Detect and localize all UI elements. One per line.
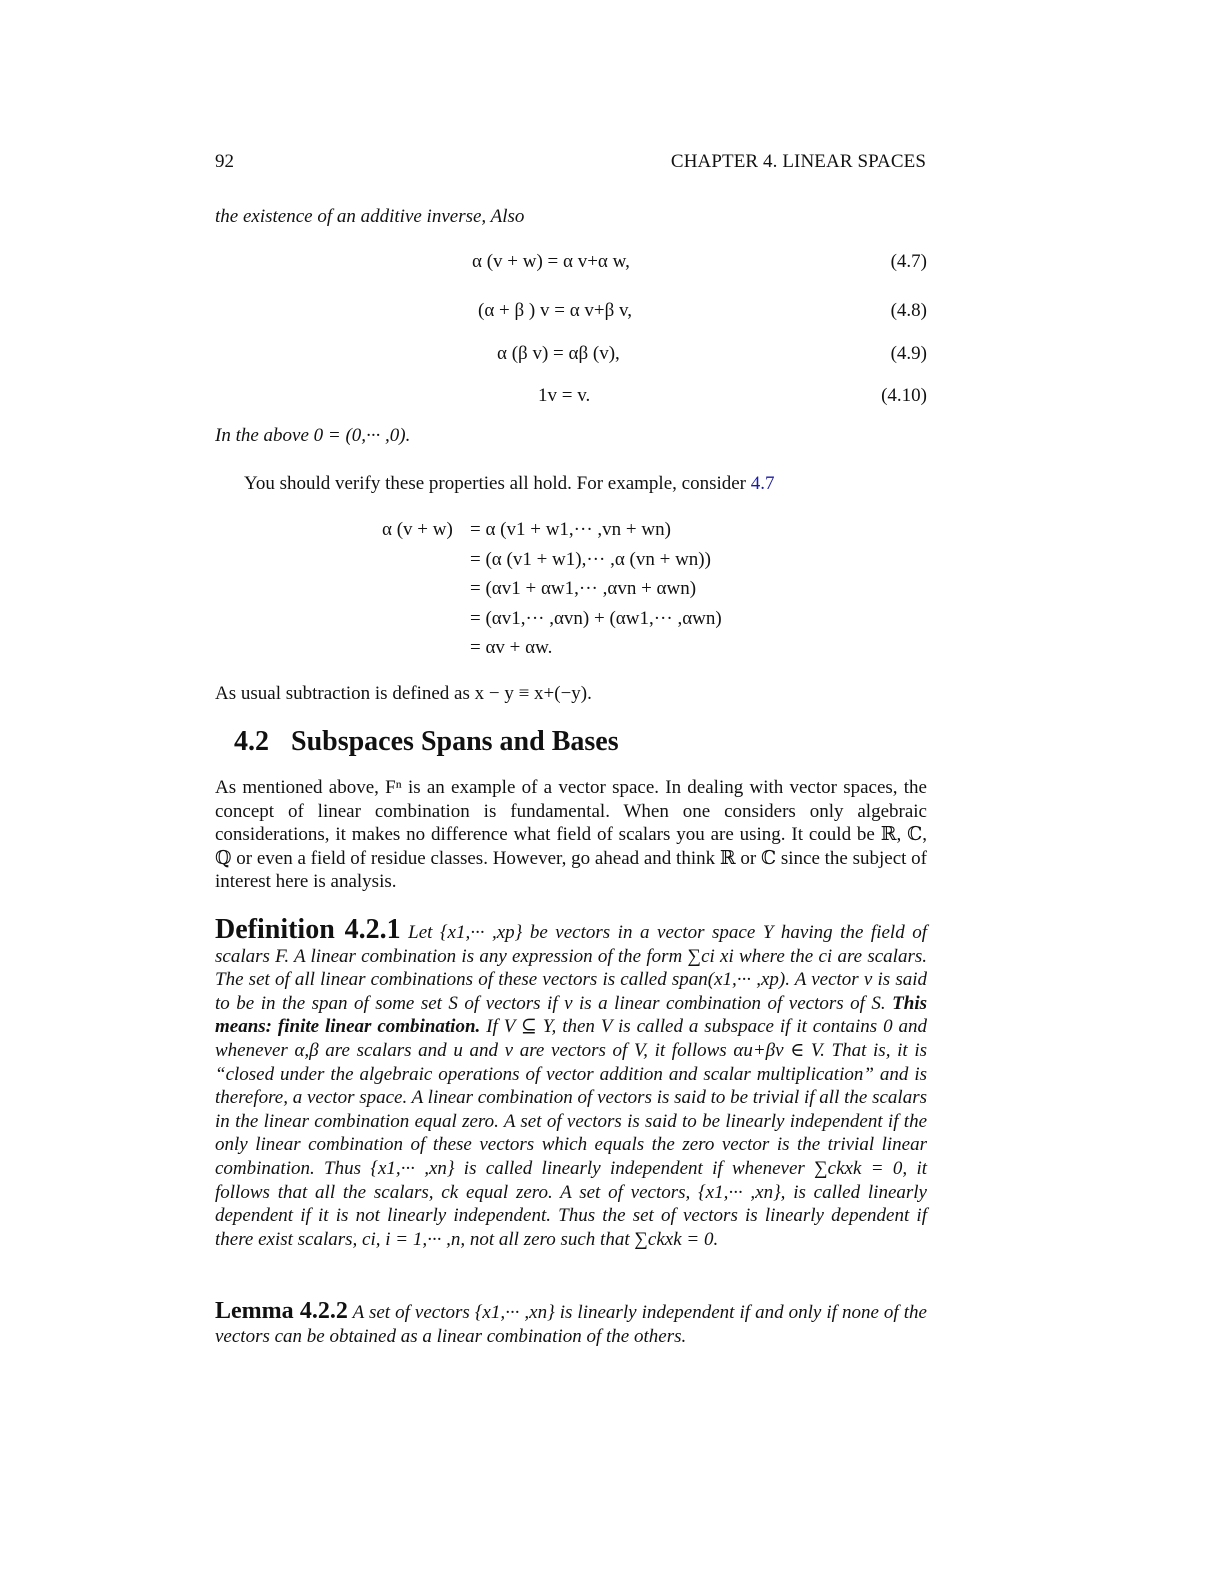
verify-paragraph: [244, 472, 775, 496]
equation-expr: 1v = v.: [538, 385, 591, 406]
above-note: In the above 0 = (0,··· ,0).: [215, 425, 411, 446]
running-title: CHAPTER 4. LINEAR SPACES: [670, 151, 926, 172]
section-heading: [234, 726, 619, 757]
equation-expr: α (v + w) = α v+α w,: [472, 251, 630, 272]
equation-number: (4.10): [881, 385, 927, 406]
definition-label: Definition 4.2.1: [215, 914, 401, 945]
derivation-step: = αv + αw.: [470, 637, 553, 658]
derivation-lhs: α (v + w): [382, 519, 453, 540]
page-number: 92: [215, 151, 234, 172]
equation-ref-link[interactable]: 4.7: [750, 473, 775, 494]
equation-4-9: [215, 342, 927, 368]
equation-number: (4.7): [890, 251, 927, 272]
section-title: Subspaces Spans and Bases: [291, 726, 619, 757]
lemma-label: Lemma 4.2.2: [215, 1298, 348, 1324]
definition-bold-phrase: This means: finite linear combination.: [215, 992, 928, 1038]
equation-number: (4.8): [890, 300, 927, 321]
lemma-block: [215, 1300, 927, 1348]
derivation-step: = α (v1 + w1,··· ,vn + wn): [470, 519, 671, 540]
intro-line: the existence of an additive inverse, Also: [215, 206, 525, 227]
equation-expr: (α + β ) v = α v+β v,: [478, 300, 633, 321]
equation-4-7: [215, 250, 927, 276]
section-number: 4.2: [234, 726, 269, 757]
subtraction-line: As usual subtraction is defined as x − y ≡ x+(−y).: [215, 683, 592, 704]
equation-4-10: [215, 384, 927, 410]
equation-number: (4.9): [890, 343, 927, 364]
section-intro-paragraph: As mentioned above, Fⁿ is an example of a vector space. In dealing with vector spaces, the concept of linear combination is fundamental. When one considers only algebraic considerations, it makes no difference what field of scalars you are using. It could be ℝ, ℂ, ℚ or even a field of residue classes. However, go ahead and think ℝ or ℂ since the subject of interest here is analysis.: [215, 777, 927, 893]
equation-expr: α (β v) = αβ (v),: [497, 343, 620, 364]
derivation-step: = (αv1 + αw1,··· ,αvn + αwn): [470, 578, 697, 599]
definition-block: [215, 914, 928, 1251]
equation-4-8: [215, 299, 927, 325]
verify-text: You should verify these properties all hold. For example, consider: [244, 473, 747, 494]
derivation-step: = (α (v1 + w1),··· ,α (vn + wn)): [470, 549, 711, 570]
definition-text: Let {x1,··· ,xp} be vectors in a vector space Y having the field of scalars F. A linear combination is any expression of the form ∑ci xi where the ci are scalars. The set of all linear combinations of these vectors is called span(x1,··· ,xp). A vector v is said to be in the span of some set S of vectors if v is a linear combination of vectors of S.: [215, 922, 928, 1014]
definition-text-after: If V ⊆ Y, then V is called a subspace if it contains 0 and whenever α,β are scalars and u and v are vectors of V, it follows αu+βv ∈ V. That is, it is “closed under the algebraic operations of vector addition and scalar multiplication” and is therefore, a vector space. A linear combination of vectors is said to be trivial if all the scalars in the linear combination equal zero. A set of vectors is said to be linearly independent if the only linear combination of these vectors which equals the zero vector is the trivial linear combination. Thus {x1,··· ,xn} is called linearly independent if whenever ∑ckxk = 0, it follows that all the scalars, ck equal zero. A set of vectors, {x1,··· ,xn}, is called linearly dependent if it is not linearly independent. Thus the set of vectors is linearly dependent if there exist scalars, ci, i = 1,··· ,n, not all zero such that ∑ckxk = 0.: [215, 1016, 928, 1250]
derivation-step: = (αv1,··· ,αvn) + (αw1,··· ,αwn): [470, 608, 722, 629]
lemma-text: A set of vectors {x1,··· ,xn} is linearly independent if and only if none of the vectors can be obtained as a linear combination of the others.: [215, 1302, 927, 1347]
